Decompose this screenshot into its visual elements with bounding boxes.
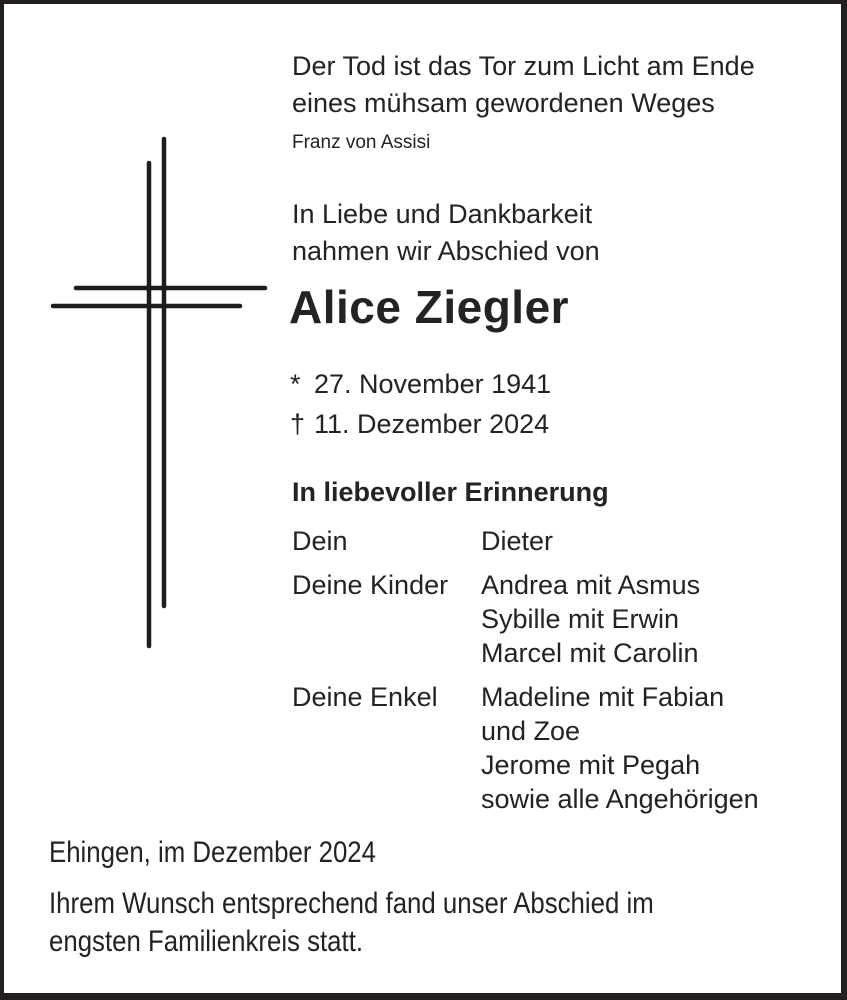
family-member: Jerome mit Pegah	[481, 750, 701, 780]
birth-date: 27. November 1941	[314, 369, 552, 399]
death-date: 11. Dezember 2024	[314, 409, 550, 439]
family-member: Dieter	[481, 526, 554, 556]
family-member: Andrea mit Asmus	[481, 570, 701, 600]
family-row-label: Deine Kinder	[292, 570, 449, 600]
family-member: sowie alle Angehörigen	[481, 784, 759, 814]
life-dates	[290, 364, 551, 444]
family-row-label: Dein	[292, 526, 348, 556]
epitaph-quote-line: Der Tod ist das Tor zum Licht am Ende	[292, 51, 755, 81]
farewell-intro-line: nahmen wir Abschied von	[292, 236, 600, 266]
closing-notice-line: engsten Familienkreis statt.	[49, 925, 364, 958]
born-star-icon: *	[290, 369, 301, 399]
epitaph-quote-line: eines mühsam gewordenen Weges	[292, 88, 715, 118]
family-row	[292, 524, 759, 558]
family-table	[292, 524, 759, 826]
died-dagger-icon: †	[290, 409, 306, 439]
family-row-label: Deine Enkel	[292, 682, 438, 712]
closing-section	[49, 834, 654, 961]
family-row	[292, 680, 759, 816]
closing-notice	[49, 885, 654, 961]
death-date-row	[290, 404, 551, 444]
birth-date-row	[290, 364, 551, 404]
memorial-heading: In liebevoller Erinnerung	[292, 477, 609, 507]
farewell-intro	[292, 196, 600, 270]
family-member: Sybille mit Erwin	[481, 604, 680, 634]
memorial-cross-icon	[44, 126, 274, 656]
quote-attribution: Franz von Assisi	[292, 132, 431, 153]
deceased-name: Alice Ziegler	[289, 281, 570, 333]
family-row-values	[481, 680, 759, 816]
family-row-values	[481, 524, 553, 558]
family-member: und Zoe	[481, 716, 581, 746]
farewell-intro-line: In Liebe und Dankbarkeit	[292, 199, 593, 229]
place-date: Ehingen, im Dezember 2024	[49, 836, 376, 869]
family-row-values	[481, 568, 700, 670]
epitaph-quote	[292, 48, 755, 122]
family-row	[292, 568, 759, 670]
family-member: Madeline mit Fabian	[481, 682, 725, 712]
closing-notice-line: Ihrem Wunsch entsprechend fand unser Abschied im	[49, 887, 654, 920]
family-member: Marcel mit Carolin	[481, 638, 699, 668]
